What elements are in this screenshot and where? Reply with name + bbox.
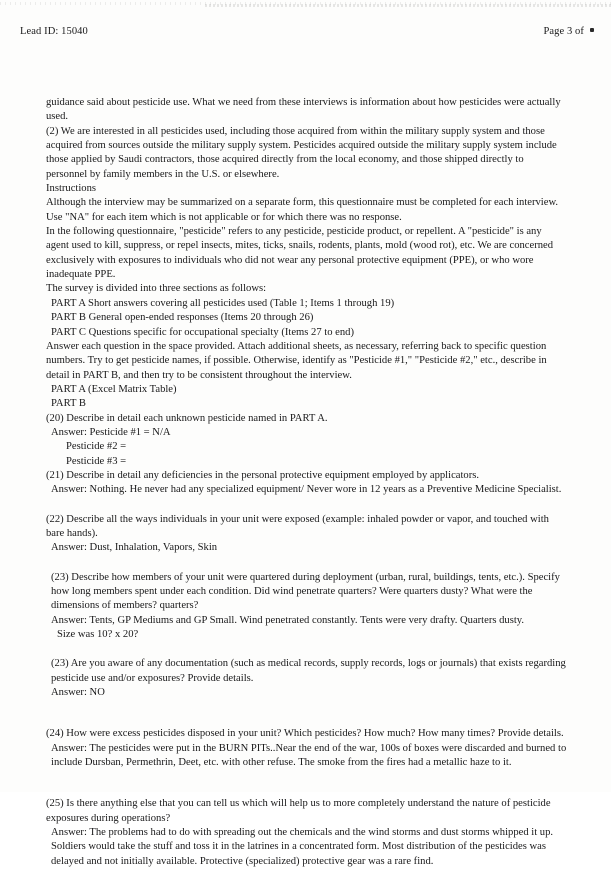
list-item-part-b: PART B General open-ended responses (Items 20 through 26) [51,312,314,324]
answer-20-pesticide-3: Pesticide #3 = [66,455,127,467]
question-21: (21) Describe in detail any deficiencies in the personal protective equipment employed by applicators. [46,469,480,481]
page-number-label: Page 3 of [543,26,584,37]
scan-artifact-top-right [205,4,611,7]
paragraph-instructions-2: In the following questionnaire, "pesticide" refers to any pesticide, pesticide product, or repellent. A "pesticide" is any agent used to kill, suppress, or repel insects, mites, ticks, snails, rodents, plants, mold (wood rot), etc. We are concerned exclusively with exposures to individuals who did not wear any personal protective equipment (PPE), or who wore inadequate PPE. [46,226,554,281]
heading-instructions: Instructions [46,183,97,195]
page-header [0,26,611,42]
paragraph-survey-divided: The survey is divided into three sections as follows: [46,283,267,295]
answer-25: Answer: The problems had to do with spreading out the chemicals and the wind storms and dust storms whipped it up. Soldiers would take the stuff and toss it in the latrines in a concentrated form. Most distribution of the pesticides was delayed and not initially available. Protective (specialized) protective gear was a rare find. [51,827,554,867]
paragraph-answer-instructions: Answer each question in the space provided. Attach additional sheets, as necessary, referring back to specific question numbers. Try to get pesticide names, if possible. Otherwise, identify as "Pesticide #1," "Pesticide #2," etc., describe in detail in PART B, and then try to be consistent throughout the interview. [46,340,547,381]
page-total-obscured-mark [590,28,594,32]
answer-23b: Answer: NO [51,687,105,699]
question-23b: (23) Are you aware of any documentation (such as medical records, supply records, logs or journals) that exists regarding pesticide use and/or exposures? Provide details. [51,658,566,684]
question-20: (20) Describe in detail each unknown pesticide named in PART A. [46,412,328,424]
answer-23-continued: Size was 10? x 20? [57,629,139,641]
paragraph-instructions-1: Although the interview may be summarized on a separate form, this questionnaire must be completed for each interview. Use "NA" for each item which is not applicable or for which there was no response. [46,197,559,223]
document-body [46,96,567,869]
answer-22: Answer: Dust, Inhalation, Vapors, Skin [51,542,218,554]
question-22: (22) Describe all the ways individuals in your unit were exposed (example: inhaled powder or vapor, and touched with bare hands). [46,513,549,539]
answer-23: Answer: Tents, GP Mediums and GP Small. Wind penetrated constantly. Tents were very drafty. Quarters dusty. [51,614,525,626]
paragraph-intro-continued: guidance said about pesticide use. What we need from these interviews is information about how pesticides were actually used. [46,97,561,123]
answer-20-pesticide-2: Pesticide #2 = [66,441,127,453]
heading-part-b: PART B [51,398,86,410]
paragraph-item-2: (2) We are interested in all pesticides used, including those acquired from within the military supply system and those acquired from sources outside the military supply system. Pesticides acquired outside the military supply system include those applied by Saudi contractors, those acquired directly from the local economy, and those shipped directly to personnel by family members in the U.S. or elsewhere. [46,125,557,180]
heading-part-a: PART A (Excel Matrix Table) [51,383,177,395]
list-item-part-c: PART C Questions specific for occupational specialty (Items 27 to end) [51,326,354,338]
page-number-group [543,26,594,42]
lead-id-label: Lead ID: 15040 [20,26,88,37]
answer-21: Answer: Nothing. He never had any specialized equipment/ Never wore in 12 years as a Preventive Medicine Specialist. [51,484,562,496]
answer-24: Answer: The pesticides were put in the BURN PITs..Near the end of the war, 100s of boxes were discarded and burned to include Dursban, Permethrin, Deet, etc. with other refuse. The smoke from the fires had a metallic haze to it. [51,742,567,769]
list-item-part-a: PART A Short answers covering all pesticides used (Table 1; Items 1 through 19) [51,297,395,309]
question-25: (25) Is there anything else that you can tell us which will help us to more completely understand the nature of pesticide exposures during operations? [46,798,551,824]
question-23: (23) Describe how members of your unit were quartered during deployment (urban, rural, buildings, tents, etc.). Specify how long members spent under each condition. Did wind penetrate quarters? Were quarters dusty? What were the dimensions of members? quarters? [51,571,560,612]
question-24: (24) How were excess pesticides disposed in your unit? Which pesticides? How much? How many times? Provide details. [46,728,564,740]
answer-20: Answer: Pesticide #1 = N/A [51,426,171,438]
